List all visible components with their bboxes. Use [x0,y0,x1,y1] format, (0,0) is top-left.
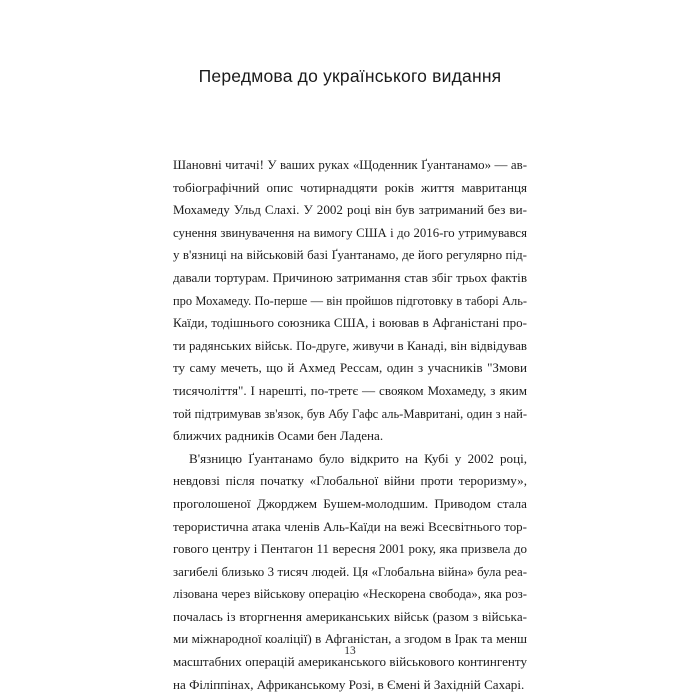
text-line: невдовзі після початку «Глобальної війни проти тероризму», [173,473,527,489]
text-line: проголошеної Джорджем Бушем-молодшим. Приводом стала [173,495,527,511]
text-line: загибелі близько 3 тисяч людей. Ця «Глобальна війна» була реа- [173,564,527,579]
page-number: 13 [344,645,356,657]
text-line: ту саму мечеть, що й Ахмед Рессам, один з учасників "Змови [173,360,527,376]
text-line: той підтримував зв'язок, був Абу Гафс аль-Мавритані, один з най- [173,406,527,421]
text-line: у в'язниці на військовій базі Ґуантанамо, де його регулярно під- [173,247,527,263]
text-line: лізована через військову операцію «Нескорена свобода», яка роз- [173,587,527,602]
text-line: почалась із вторгнення американських військ (разом з військa- [173,608,527,624]
text-line: ми міжнародної коаліції) в Афганістан, а згодом в Ірак та менш [173,631,527,647]
text-line: В'язницю Ґуантанамо було відкрито на Кубі у 2002 році, [189,450,527,466]
text-line: терористична атака членів Аль-Каїди на вежі Всесвітнього тор- [173,518,527,534]
text-line: давали тортурам. Причиною затримання став збіг трьох фактів [173,269,527,285]
text-line: тисячоліття". І нарешті, по-третє — свояком Мохамеду, з яким [173,382,527,398]
text-line: тобіографічний опис чотирнадцяти років життя мавританця [173,179,527,195]
text-line: гового центру і Пентагон 11 вересня 2001 року, яка призвела до [173,541,527,557]
text-line: ти радянських військ. По-друге, живучи в Канаді, він відвідував [173,338,527,353]
text-line: про Мохамеду. По-перше — він пройшов підготовку в таборі Аль- [173,293,527,308]
text-line: ближчих радників Осами бен Ладена. [173,428,384,444]
text-line: Шановні читачі! У ваших руках «Щоденник Ґуантанамо» — ав- [173,157,527,172]
text-line: на Філіппінах, Африканському Розі, в Ємені й Західній Сахарі. [173,676,525,692]
body-text [173,154,527,696]
text-line: Мохамеду Ульд Слахі. У 2002 році він був затриманий без ви- [173,202,527,218]
text-line: сунення звинувачення на вимогу США і до 2016-го утримувався [173,225,527,240]
text-line: масштабних операцій американського військового контингенту [173,654,527,670]
chapter-title: Передмова до українського видання [198,66,502,86]
text-line: Каїди, тодішнього союзника США, і воював в Афганістані про- [173,315,527,331]
